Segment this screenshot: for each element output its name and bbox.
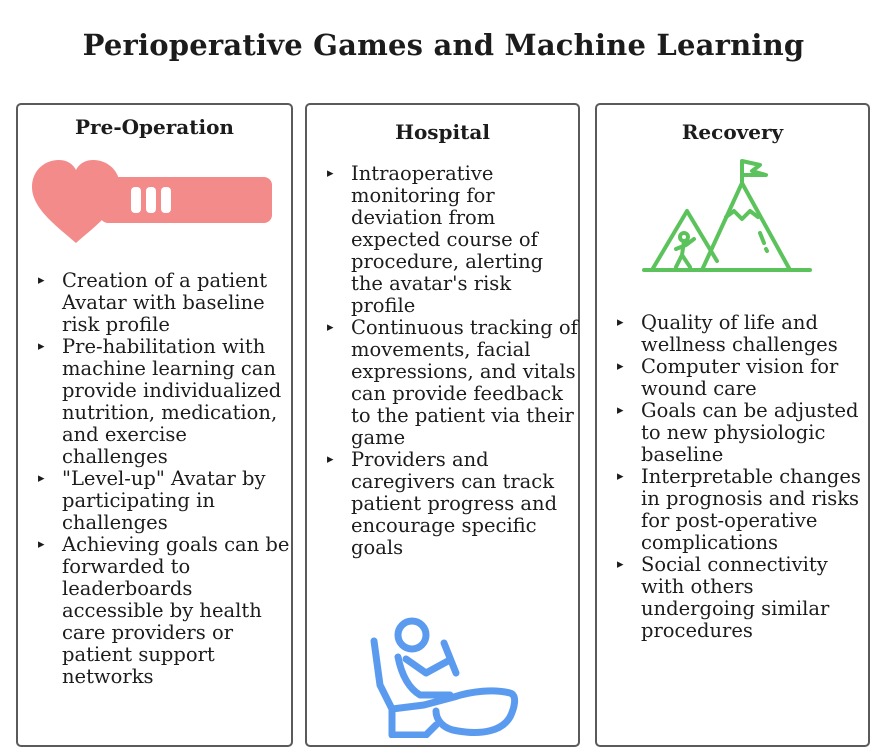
panel-heading: Hospital (395, 120, 490, 144)
list-item: ▸ Goals can be adjusted to new physiologic baseline (611, 400, 869, 466)
list-item: ▸ Interpretable changes in prognosis and risks for post-operative complications (611, 466, 869, 554)
list-item: ▸ Achieving goals can be forwarded to leaderboards accessible by health care providers or patient support networks (32, 534, 294, 688)
page-title: Perioperative Games and Machine Learning (82, 28, 805, 62)
list-item: ▸ "Level-up" Avatar by participating in challenges (32, 468, 294, 534)
list-item: ▸ Intraoperative monitoring for deviation from expected course of procedure, alerting the avatar's risk profile (321, 163, 579, 317)
list-item: ▸ Computer vision for wound care (611, 356, 869, 400)
heart-health-bar-icon (30, 157, 275, 247)
patient-in-bed-icon (362, 613, 532, 738)
panel-heading: Recovery (681, 120, 784, 144)
list-item: ▸ Continuous tracking of movements, facial expressions, and vitals can provide feedback to the patient via their game (321, 317, 579, 449)
mountain-climb-icon (642, 153, 822, 273)
list-item: ▸ Quality of life and wellness challenges (611, 312, 869, 356)
list-item: ▸ Social connectivity with others undergoing similar procedures (611, 554, 869, 642)
list-item: ▸ Providers and caregivers can track patient progress and encourage specific goals (321, 449, 579, 559)
pre-operation-list (32, 270, 294, 688)
pre-operation-panel (16, 103, 293, 747)
panel-heading: Pre-Operation (75, 115, 234, 139)
recovery-list (611, 312, 869, 642)
hospital-list (321, 163, 579, 559)
list-item: ▸ Creation of a patient Avatar with baseline risk profile (32, 270, 294, 336)
recovery-panel (595, 103, 870, 747)
list-item: ▸ Pre-habilitation with machine learning can provide individualized nutrition, medication, and exercise challenges (32, 336, 294, 468)
hospital-panel (305, 103, 580, 747)
